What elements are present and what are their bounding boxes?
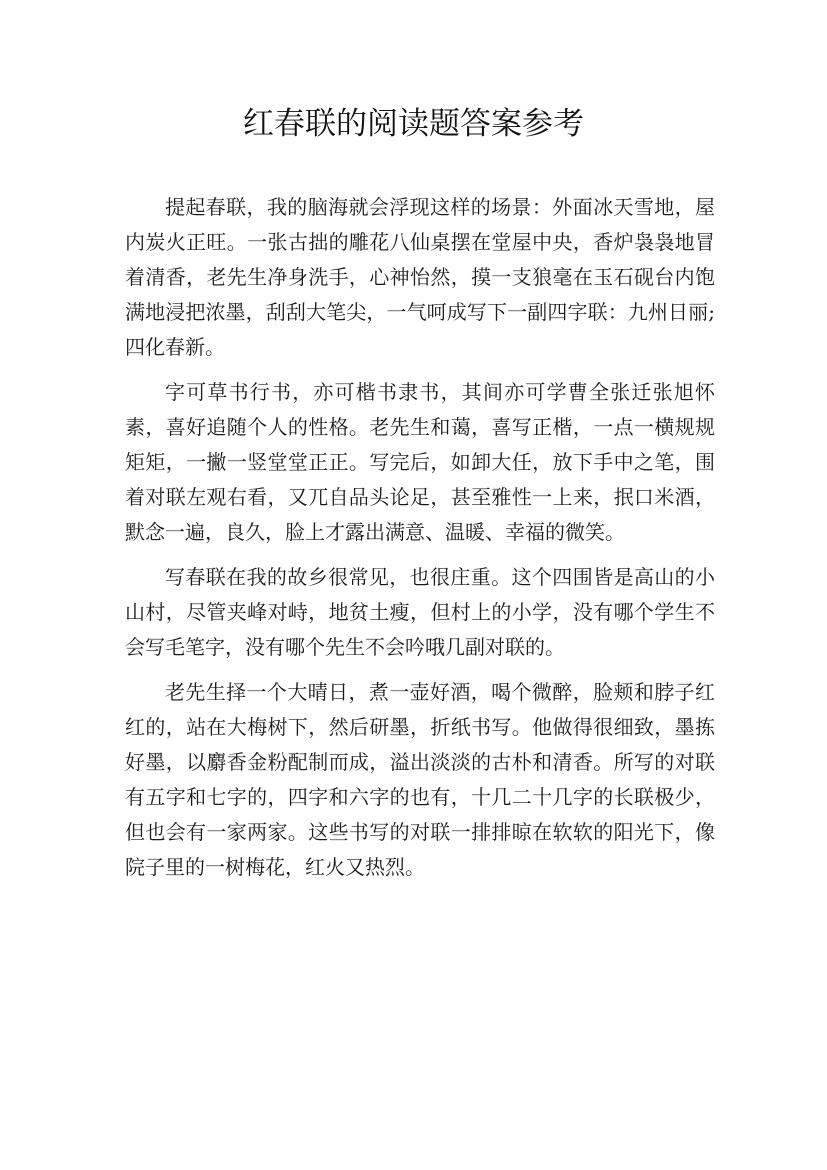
paragraph-2: 字可草书行书，亦可楷书隶书，其间亦可学曹全张迁张旭怀素，喜好追随个人的性格。老先生和蔼，喜写正楷，一点一横规规矩矩，一撇一竖堂堂正正。写完后，如卸大任，放下手中之笔，围着对联左观右看，又兀自品头论足，甚至雅性一上来，抿口米酒，默念一遍，良久，脸上才露出满意、温暖、幸福的微笑。	[125, 380, 715, 544]
page-title: 红春联的阅读题答案参考	[243, 106, 584, 142]
paragraph-1: 提起春联，我的脑海就会浮现这样的场景：外面冰天雪地，屋内炭火正旺。一张古拙的雕花八仙桌摆在堂屋中央，香炉袅袅地冒着清香，老先生净身洗手，心神怡然，摸一支狼毫在玉石砚台内饱满地浸把浓墨，刮刮大笔尖，一气呵成写下一副四字联：九州日丽;四化春新。	[125, 195, 715, 359]
article-body	[125, 190, 715, 895]
paragraph-4: 老先生择一个大晴日，煮一壶好酒，喝个微醉，脸颊和脖子红红的，站在大梅树下，然后研墨，折纸书写。他做得很细致，墨拣好墨，以麝香金粉配制而成，溢出淡淡的古朴和清香。所写的对联有五字和七字的，四字和六字的也有，十几二十几字的长联极少，但也会有一家两家。这些书写的对联一排排晾在软软的阳光下，像院子里的一树梅花，红火又热烈。	[125, 680, 715, 879]
paragraph-3: 写春联在我的故乡很常见，也很庄重。这个四围皆是高山的小山村，尽管夹峰对峙，地贫土瘦，但村上的小学，没有哪个学生不会写毛笔字，没有哪个先生不会吟哦几副对联的。	[125, 565, 715, 659]
